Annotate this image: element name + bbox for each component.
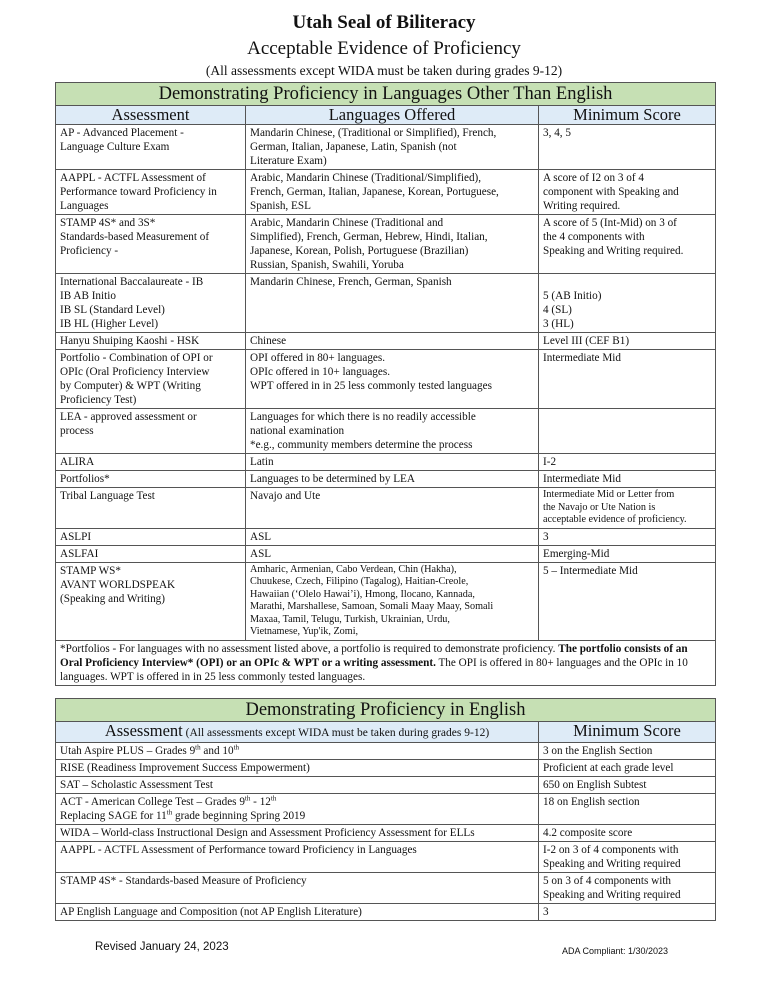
cell-line: 3 bbox=[543, 530, 549, 543]
minimum-score-cell bbox=[539, 904, 716, 921]
assessment-cell: RISE (Readiness Improvement Success Empowerment) bbox=[56, 760, 539, 777]
minimum-score-cell bbox=[539, 170, 716, 215]
assessment-cell bbox=[56, 471, 246, 488]
languages-cell bbox=[246, 562, 539, 640]
assessment-cell: Utah Aspire PLUS – Grades 9th and 10th bbox=[56, 743, 539, 760]
cell-line: OPIc (Oral Proficiency Interview bbox=[60, 366, 210, 378]
languages-cell bbox=[246, 454, 539, 471]
cell-line: Proficiency Test) bbox=[60, 394, 137, 406]
cell-line: Proficient at each grade level bbox=[543, 762, 674, 774]
minimum-score-cell bbox=[539, 409, 716, 454]
cell-line: Navajo and Ute bbox=[250, 490, 321, 502]
assessment-cell bbox=[56, 170, 246, 215]
table-row bbox=[56, 904, 716, 921]
minimum-score-cell bbox=[539, 794, 716, 825]
assessment-cell bbox=[56, 454, 246, 471]
table-row bbox=[56, 562, 716, 640]
table-row bbox=[56, 333, 716, 350]
table-row bbox=[56, 350, 716, 409]
languages-cell bbox=[246, 125, 539, 170]
cell-line: Intermediate Mid bbox=[543, 473, 621, 485]
cell-line: Writing required. bbox=[543, 200, 621, 212]
assessment-cell bbox=[56, 528, 246, 545]
grade-note: (All assessments except WIDA must be taken during grades 9-12) bbox=[205, 63, 563, 78]
languages-cell bbox=[246, 333, 539, 350]
cell-line: 18 on English section bbox=[543, 796, 640, 808]
cell-line: 4 (SL) bbox=[543, 304, 572, 316]
document-subtitle: Acceptable Evidence of Proficiency bbox=[247, 38, 521, 59]
cell-line: Arabic, Mandarin Chinese (Traditional/Simplified), bbox=[250, 172, 482, 184]
cell-line: Languages for which there is no readily accessible bbox=[250, 411, 476, 423]
cell-line: STAMP WS* bbox=[60, 564, 121, 577]
cell-line: by Computer) & WPT (Writing bbox=[60, 380, 201, 392]
cell-line: Intermediate Mid bbox=[543, 352, 621, 364]
cell-line: Languages to be determined by LEA bbox=[250, 473, 415, 485]
cell-line: (Speaking and Writing) bbox=[60, 592, 165, 605]
table-row bbox=[56, 471, 716, 488]
cell-line: the Navajo or Ute Nation is bbox=[543, 501, 656, 513]
cell-line: ASL bbox=[250, 547, 272, 560]
cell-line: Simplified), French, German, Hebrew, Hindi, Italian, bbox=[250, 231, 488, 243]
assessment-cell: ACT - American College Test – Grades 9th - 12th Replacing SAGE for 11th grade beginning Spring 2019 bbox=[56, 794, 539, 825]
cell-line: 3 on the English Section bbox=[543, 745, 653, 757]
portfolio-footnote: *Portfolios - For languages with no assessment listed above, a portfolio is required to demonstrate proficiency. The portfolio consists of an Oral Proficiency Interview* (OPI) or an OPIc & WPT or a writing assessment. The OPI is offered in 80+ languages and the OPIc in 10 languages. WPT is offered in in 25 less commonly tested languages. bbox=[56, 640, 716, 685]
cell-line: *e.g., community members determine the process bbox=[250, 439, 473, 451]
minimum-score-cell bbox=[539, 528, 716, 545]
cell-line: 3, 4, 5 bbox=[543, 127, 571, 139]
assessment-cell bbox=[56, 274, 246, 333]
minimum-score-cell bbox=[539, 215, 716, 274]
cell-line: Russian, Spanish, Swahili, Yoruba bbox=[250, 259, 404, 271]
cell-line: Proficiency - bbox=[60, 245, 119, 257]
cell-line: Vietnamese, Yup'ik, Zomi, bbox=[250, 626, 359, 637]
languages-cell bbox=[246, 350, 539, 409]
languages-cell bbox=[246, 170, 539, 215]
minimum-score-cell bbox=[539, 825, 716, 842]
cell-line: acceptable evidence of proficiency. bbox=[543, 514, 687, 525]
cell-line: OPIc offered in 10+ languages. bbox=[250, 366, 391, 378]
assessment-cell: WIDA – World-class Instructional Design and Assessment Proficiency Assessment for ELLs bbox=[56, 825, 539, 842]
table-row bbox=[56, 170, 716, 215]
cell-line: 650 on English Subtest bbox=[543, 779, 647, 791]
cell-line: 5 (AB Initio) bbox=[543, 290, 602, 302]
minimum-score-cell bbox=[539, 274, 716, 333]
minimum-score-cell bbox=[539, 333, 716, 350]
assessment-cell: AP English Language and Composition (not AP English Literature) bbox=[56, 904, 539, 921]
column-header-minimum-score: Minimum Score bbox=[539, 722, 716, 743]
cell-line: AAPPL - ACTFL Assessment of bbox=[60, 172, 206, 184]
cell-line: Portfolio - Combination of OPI or bbox=[60, 352, 213, 364]
table-row bbox=[56, 125, 716, 170]
languages-cell bbox=[246, 215, 539, 274]
table-row bbox=[56, 409, 716, 454]
assessment-cell bbox=[56, 215, 246, 274]
column-header-minimum-score: Minimum Score bbox=[539, 106, 716, 125]
cell-line: Emerging-Mid bbox=[543, 547, 610, 560]
cell-line: IB HL (Higher Level) bbox=[60, 318, 159, 330]
cell-line: Speaking and Writing required bbox=[543, 889, 681, 901]
section-title-other-languages: Demonstrating Proficiency in Languages Other Than English bbox=[56, 83, 716, 106]
column-header-languages: Languages Offered bbox=[246, 106, 539, 125]
cell-line: ASLPI bbox=[60, 530, 92, 543]
cell-line: IB AB Initio bbox=[60, 290, 116, 302]
cell-line: ASL bbox=[250, 530, 272, 543]
languages-cell bbox=[246, 409, 539, 454]
minimum-score-cell bbox=[539, 842, 716, 873]
cell-line: International Baccalaureate - IB bbox=[60, 276, 204, 288]
assessment-cell bbox=[56, 545, 246, 562]
cell-line: A score of I2 on 3 of 4 bbox=[543, 172, 644, 184]
cell-line: Tribal Language Test bbox=[60, 490, 155, 502]
cell-line: Marathi, Marshallese, Samoan, Somali Maay Maay, Somali bbox=[250, 601, 494, 612]
languages-cell bbox=[246, 545, 539, 562]
table-row bbox=[56, 545, 716, 562]
cell-line: process bbox=[60, 425, 94, 437]
minimum-score-cell bbox=[539, 743, 716, 760]
column-header-assessment: Assessment (All assessments except WIDA must be taken during grades 9-12) bbox=[56, 722, 539, 743]
cell-line: French, German, Italian, Japanese, Korean, Portuguese, bbox=[250, 186, 499, 198]
cell-line: component with Speaking and bbox=[543, 186, 679, 198]
cell-line: Mandarin Chinese, (Traditional or Simplified), French, bbox=[250, 127, 497, 139]
table-row bbox=[56, 873, 716, 904]
assessment-cell bbox=[56, 125, 246, 170]
cell-line: Performance toward Proficiency in bbox=[60, 186, 217, 198]
table-row bbox=[56, 488, 716, 529]
table-row bbox=[56, 760, 716, 777]
cell-line: AP - Advanced Placement - bbox=[60, 127, 184, 139]
cell-line: A score of 5 (Int-Mid) on 3 of bbox=[543, 217, 677, 229]
languages-cell bbox=[246, 274, 539, 333]
table-row bbox=[56, 794, 716, 825]
cell-line: 5 – Intermediate Mid bbox=[543, 564, 638, 577]
cell-line: Japanese, Korean, Polish, Portuguese (Brazilian) bbox=[250, 245, 469, 257]
cell-line: Hawaiian (‘Olelo Hawai’i), Hmong, Ilocano, Kannada, bbox=[250, 588, 475, 600]
document-title: Utah Seal of Biliteracy bbox=[292, 12, 476, 33]
section-title-english: Demonstrating Proficiency in English bbox=[56, 699, 716, 722]
revised-date: Revised January 24, 2023 bbox=[95, 941, 229, 953]
cell-line: the 4 components with bbox=[543, 231, 645, 243]
table-row bbox=[56, 528, 716, 545]
cell-line: I-2 bbox=[543, 456, 557, 468]
table-row bbox=[56, 777, 716, 794]
assessment-cell bbox=[56, 350, 246, 409]
cell-line: Chinese bbox=[250, 335, 287, 347]
minimum-score-cell bbox=[539, 562, 716, 640]
assessment-cell bbox=[56, 562, 246, 640]
minimum-score-cell bbox=[539, 488, 716, 529]
ada-compliant-date: ADA Compliant: 1/30/2023 bbox=[562, 946, 669, 956]
cell-line: Latin bbox=[250, 456, 274, 468]
cell-line: I-2 on 3 of 4 components with bbox=[543, 844, 679, 856]
cell-line: Chuukese, Czech, Filipino (Tagalog), Haitian-Creole, bbox=[250, 576, 469, 587]
cell-line: 3 (HL) bbox=[543, 318, 574, 330]
column-header-assessment: Assessment bbox=[56, 106, 246, 125]
minimum-score-cell bbox=[539, 760, 716, 777]
cell-line: Mandarin Chinese, French, German, Spanish bbox=[250, 276, 452, 288]
table-row bbox=[56, 743, 716, 760]
cell-line: LEA - approved assessment or bbox=[60, 411, 197, 423]
cell-line: Arabic, Mandarin Chinese (Traditional and bbox=[250, 217, 444, 229]
languages-cell bbox=[246, 488, 539, 529]
minimum-score-cell bbox=[539, 471, 716, 488]
cell-line: WPT offered in in 25 less commonly tested languages bbox=[250, 380, 492, 392]
cell-line: Literature Exam) bbox=[250, 155, 327, 167]
cell-line: Level III (CEF B1) bbox=[543, 335, 630, 347]
assessment-cell: SAT – Scholastic Assessment Test bbox=[56, 777, 539, 794]
minimum-score-cell bbox=[539, 454, 716, 471]
minimum-score-cell bbox=[539, 545, 716, 562]
assessment-cell: STAMP 4S* - Standards-based Measure of Proficiency bbox=[56, 873, 539, 904]
cell-line: Amharic, Armenian, Cabo Verdean, Chin (Hakha), bbox=[250, 563, 457, 575]
minimum-score-cell bbox=[539, 350, 716, 409]
cell-line: 4.2 composite score bbox=[543, 827, 633, 839]
assessment-cell bbox=[56, 488, 246, 529]
languages-cell bbox=[246, 528, 539, 545]
cell-line: IB SL (Standard Level) bbox=[60, 304, 165, 316]
cell-line: German, Italian, Japanese, Latin, Spanish (not bbox=[250, 141, 457, 153]
languages-table bbox=[55, 82, 716, 686]
assessment-cell bbox=[56, 333, 246, 350]
minimum-score-cell bbox=[539, 125, 716, 170]
table-row bbox=[56, 454, 716, 471]
cell-line: Maxaa, Tamil, Telugu, Turkish, Ukrainian, Urdu, bbox=[250, 613, 450, 625]
cell-line: STAMP 4S* and 3S* bbox=[60, 217, 156, 229]
cell-line: Languages bbox=[60, 200, 109, 212]
cell-line: Standards-based Measurement of bbox=[60, 231, 210, 243]
assessment-cell: AAPPL - ACTFL Assessment of Performance toward Proficiency in Languages bbox=[56, 842, 539, 873]
english-table bbox=[55, 698, 716, 921]
cell-line: OPI offered in 80+ languages. bbox=[250, 352, 386, 364]
cell-line: Portfolios* bbox=[60, 473, 110, 485]
cell-line: national examination bbox=[250, 425, 345, 437]
cell-line: 5 on 3 of 4 components with bbox=[543, 875, 672, 887]
minimum-score-cell bbox=[539, 873, 716, 904]
cell-line: Language Culture Exam bbox=[60, 141, 170, 153]
table-row bbox=[56, 825, 716, 842]
cell-line: Hanyu Shuiping Kaoshi - HSK bbox=[60, 335, 200, 347]
cell-line: ASLFAI bbox=[60, 547, 99, 560]
minimum-score-cell bbox=[539, 777, 716, 794]
cell-line: ALIRA bbox=[60, 456, 95, 468]
cell-line: Speaking and Writing required. bbox=[543, 245, 684, 257]
assessment-cell bbox=[56, 409, 246, 454]
cell-line: 3 bbox=[543, 906, 549, 918]
cell-line: Spanish, ESL bbox=[250, 200, 311, 212]
table-row bbox=[56, 842, 716, 873]
table-row bbox=[56, 215, 716, 274]
languages-cell bbox=[246, 471, 539, 488]
cell-line: Intermediate Mid or Letter from bbox=[543, 489, 675, 500]
cell-line: AVANT WORLDSPEAK bbox=[60, 578, 176, 591]
cell-line: Speaking and Writing required bbox=[543, 858, 681, 870]
table-row bbox=[56, 274, 716, 333]
